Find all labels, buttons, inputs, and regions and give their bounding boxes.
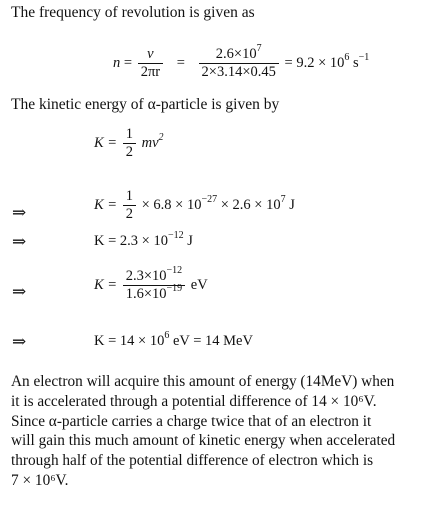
explanation-paragraph: [11, 372, 431, 491]
fraction-denominator: 2×3.14×0.45: [201, 64, 276, 80]
implies-arrow-icon: ⇒: [12, 203, 27, 222]
unit-ev: eV: [190, 276, 208, 293]
fraction-numerator: 1: [123, 126, 136, 144]
paragraph-line: Since α-particle carries a charge twice that of an electron it: [11, 412, 372, 430]
substitution-values: × $6.8 \times 10^{-27} \times 2.6 \times 10^7$ J: [141, 193, 295, 213]
paragraph-line: it is accelerated through a potential difference of 14 × 10⁶V.: [11, 392, 377, 410]
kinetic-energy-formula: [94, 126, 164, 161]
equals-sign: =: [176, 54, 185, 71]
kinetic-energy-mev: $K = 14 \times 10^6$ eV = 14 MeV: [94, 330, 253, 349]
fraction-v-over-2pir: [138, 46, 163, 81]
implies-arrow-icon: ⇒: [12, 282, 27, 301]
fraction-denominator: 2: [125, 144, 133, 160]
fraction-denominator: 2πr: [140, 64, 161, 80]
fraction-joules-to-ev: [123, 265, 185, 303]
frequency-intro: The frequency of revolution is given as: [11, 4, 255, 21]
symbol-n: n: [113, 54, 121, 71]
fraction-numerator: 1: [123, 188, 136, 206]
fraction-denominator: 2: [125, 206, 133, 222]
fraction-numerator: $2.6\times 10^7$: [199, 46, 279, 64]
fraction-numeric: [199, 43, 279, 81]
fraction-numerator: $2.3\times 10^{-12}$: [123, 268, 185, 286]
fraction-half: [123, 126, 136, 161]
kinetic-energy-intro: The kinetic energy of α-particle is given by: [11, 96, 280, 113]
implies-arrow-icon: ⇒: [12, 332, 27, 351]
fraction-denominator: $1.6\times 10^{-19}$: [125, 283, 183, 302]
kinetic-energy-joules: $K = 2.3 \times 10^{-12}$ J: [94, 230, 193, 249]
kinetic-energy-substitution: [94, 188, 295, 223]
fraction-numerator: v: [138, 46, 163, 64]
paragraph-line: will gain this much amount of kinetic energy when accelerated: [11, 432, 396, 450]
frequency-result: = $9.2 \times 10^6$ $s^{-1}$: [284, 51, 370, 71]
frequency-equation: [113, 43, 370, 81]
symbol-k: K =: [94, 196, 118, 213]
kinetic-energy-ev-conversion: [94, 265, 208, 303]
symbol-k: K =: [94, 134, 118, 151]
paragraph-line: 7 × 10⁶V.: [11, 471, 69, 489]
fraction-half: [123, 188, 136, 223]
symbol-k: K =: [94, 276, 118, 293]
implies-arrow-icon: ⇒: [12, 232, 27, 251]
equals-sign: =: [123, 54, 133, 71]
mv-squared: $mv^2$: [141, 131, 164, 151]
paragraph-line: An electron will acquire this amount of energy (14MeV) when: [11, 373, 395, 390]
paragraph-line: through half of the potential difference of electron which is: [11, 452, 374, 470]
